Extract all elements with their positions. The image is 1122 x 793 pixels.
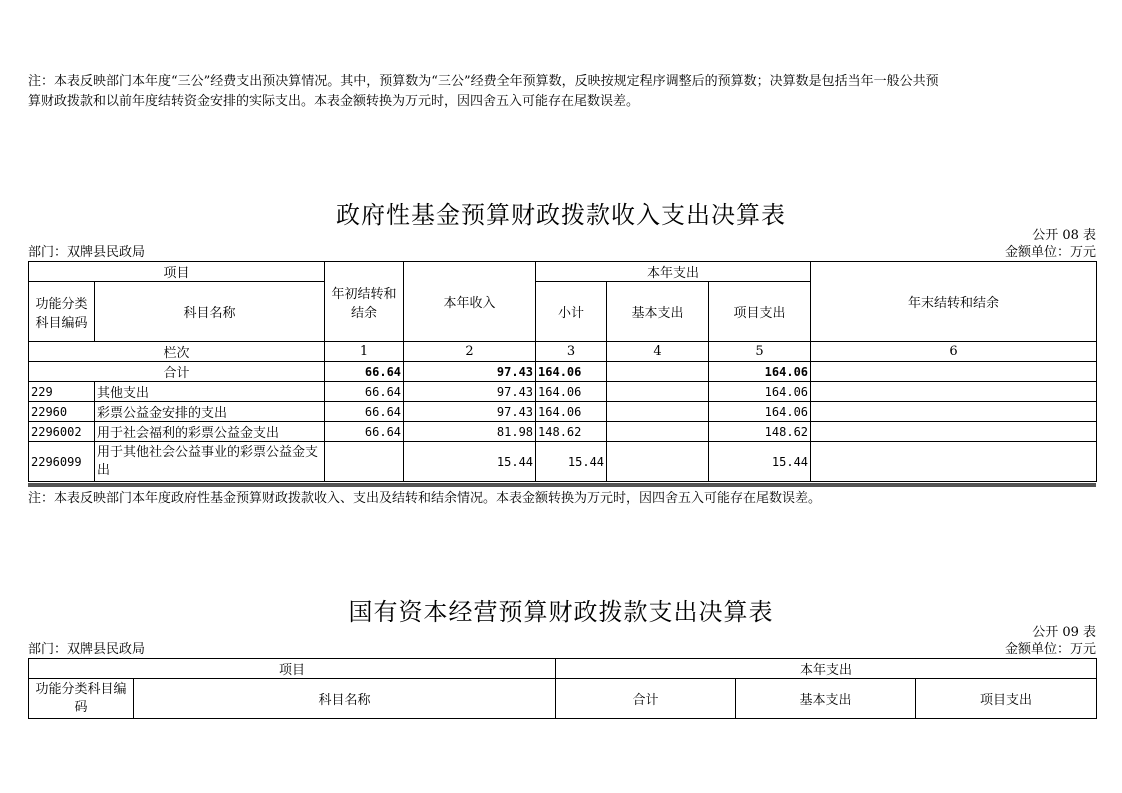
row-begin: 66.64 [325, 422, 404, 442]
row-project: 164.06 [709, 402, 811, 422]
total-income: 97.43 [404, 362, 536, 382]
row-end [811, 382, 1097, 402]
row-subtotal: 148.62 [536, 422, 607, 442]
table08-header-project: 项目支出 [709, 282, 811, 342]
total-subtotal: 164.06 [536, 362, 607, 382]
table08-header-subtotal: 小计 [536, 282, 607, 342]
table09-code: 公开 09 表 [1032, 625, 1096, 640]
total-project: 164.06 [709, 362, 811, 382]
col-index-5: 5 [709, 342, 811, 362]
col-index-1: 1 [325, 342, 404, 362]
top-note [28, 72, 1098, 112]
row-income: 15.44 [404, 442, 536, 482]
row-end [811, 422, 1097, 442]
row-subtotal: 164.06 [536, 382, 607, 402]
table-row [29, 382, 1097, 402]
row-end [811, 402, 1097, 422]
table09 [28, 658, 1097, 719]
table08-unit: 金额单位：万元 [1004, 245, 1096, 260]
table09-dept: 部门：双牌县民政局 [28, 642, 146, 657]
table08-title: 政府性基金预算财政拨款收入支出决算表 [336, 201, 786, 229]
row-begin [325, 442, 404, 482]
top-note-line1: 注：本表反映部门本年度“三公”经费支出预决算情况。其中，预算数为“三公”经费全年预算数，反映按规定程序调整后的预算数；决算数是包括当年一般公共预 [28, 74, 939, 89]
col-index-3: 3 [536, 342, 607, 362]
table09-header-name: 科目名称 [134, 679, 556, 719]
total-end [811, 362, 1097, 382]
row-project: 15.44 [709, 442, 811, 482]
col-index-4: 4 [607, 342, 709, 362]
table08-bottom-rule [28, 483, 1096, 487]
total-label: 合计 [29, 362, 325, 382]
row-income: 97.43 [404, 402, 536, 422]
row-name: 其他支出 [95, 382, 325, 402]
table09-header-project: 项目支出 [916, 679, 1097, 719]
table08-header-begin: 年初结转和结余 [325, 262, 404, 342]
row-project: 148.62 [709, 422, 811, 442]
table08-note: 注：本表反映部门本年度政府性基金预算财政拨款收入、支出及结转和结余情况。本表金额转换为万元时，因四舍五入可能存在尾数误差。 [28, 491, 822, 506]
row-code: 2296002 [29, 422, 95, 442]
total-basic [607, 362, 709, 382]
table09-header-code: 功能分类科目编码 [29, 679, 134, 719]
col-index-label: 栏次 [29, 342, 325, 362]
top-note-line2: 算财政拨款和以前年度结转资金安排的实际支出。本表金额转换为万元时，因四舍五入可能存在尾数误差。 [28, 94, 640, 109]
row-code: 229 [29, 382, 95, 402]
table-row [29, 402, 1097, 422]
table09-unit: 金额单位：万元 [1004, 642, 1096, 657]
row-name: 用于社会福利的彩票公益金支出 [95, 422, 325, 442]
row-code: 22960 [29, 402, 95, 422]
row-begin: 66.64 [325, 402, 404, 422]
row-income: 97.43 [404, 382, 536, 402]
row-basic [607, 382, 709, 402]
row-subtotal: 15.44 [536, 442, 607, 482]
table09-header-expense: 本年支出 [556, 659, 1097, 679]
total-begin: 66.64 [325, 362, 404, 382]
table08-col-index-row [29, 342, 1097, 362]
table08-header-income: 本年收入 [404, 262, 536, 342]
table09-title: 国有资本经营预算财政拨款支出决算表 [348, 598, 774, 626]
table08-header-basic: 基本支出 [607, 282, 709, 342]
table09-header-total: 合计 [556, 679, 736, 719]
table08-header-end: 年末结转和结余 [811, 262, 1097, 342]
row-name: 用于其他社会公益事业的彩票公益金支出 [95, 442, 325, 482]
table08-dept: 部门：双牌县民政局 [28, 245, 146, 260]
col-index-2: 2 [404, 342, 536, 362]
row-name: 彩票公益金安排的支出 [95, 402, 325, 422]
table08-code: 公开 08 表 [1032, 228, 1096, 243]
row-subtotal: 164.06 [536, 402, 607, 422]
row-begin: 66.64 [325, 382, 404, 402]
table-row [29, 422, 1097, 442]
row-code: 2296099 [29, 442, 95, 482]
table08-total-row [29, 362, 1097, 382]
row-basic [607, 442, 709, 482]
row-end [811, 442, 1097, 482]
row-basic [607, 422, 709, 442]
table08-header-name: 科目名称 [95, 282, 325, 342]
table-row [29, 442, 1097, 482]
col-index-6: 6 [811, 342, 1097, 362]
table09-header-item: 项目 [29, 659, 556, 679]
row-income: 81.98 [404, 422, 536, 442]
row-project: 164.06 [709, 382, 811, 402]
table08 [28, 261, 1097, 482]
table08-header-expense: 本年支出 [536, 262, 811, 282]
row-basic [607, 402, 709, 422]
table08-header-item: 项目 [29, 262, 325, 282]
table09-header-basic: 基本支出 [736, 679, 916, 719]
table08-header-code: 功能分类科目编码 [29, 282, 95, 342]
